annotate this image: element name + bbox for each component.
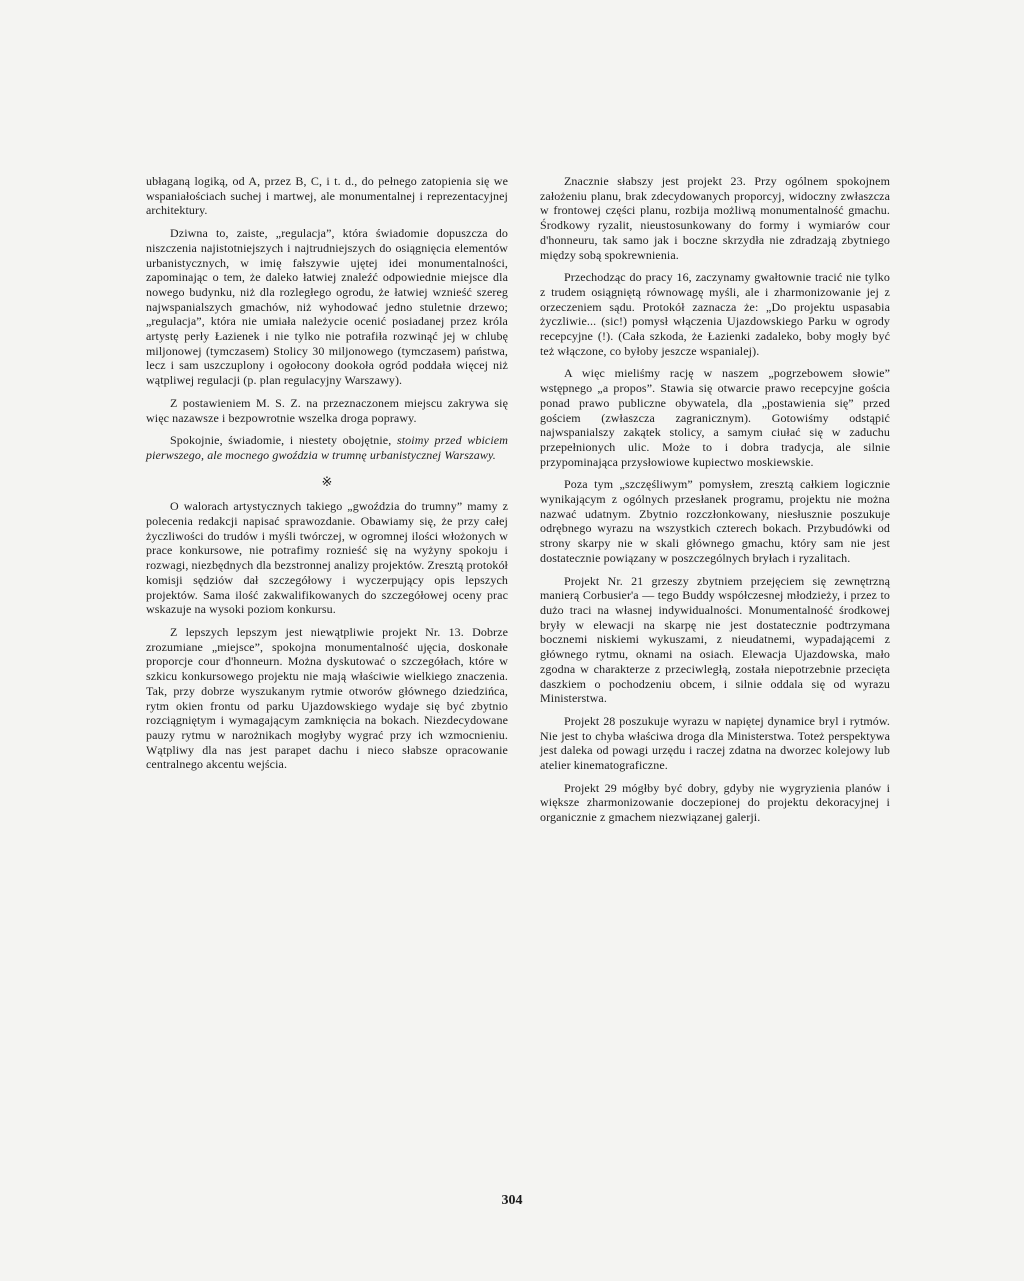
paragraph: O walorach artystycznych takiego „gwoździa do trumny” mamy z polecenia redakcji napisać sprawozdanie. Obawiamy się, że przy całej życzliwości do trudów i myśli twórczej, w ogromnej ilości włożonych w prace konkursowe, nie potrafimy roznieść się na wyżyny spokoju i rozwagi, niezbędnych dla bezstronnej analizy projektów. Zresztą protokół komisji sędziów dał szczegółowy i wyczerpujący opis lepszych projektów. Sama ilość zakwalifikowanych do szczegółowej oceny prac wskazuje na wysoki poziom konkursu. — [146, 499, 508, 617]
paragraph: Poza tym „szczęśliwym” pomysłem, zresztą całkiem logicznie wynikającym z ogólnych przesłanek programu, projektu nie można nazwać udatnym. Zbytnio rozczłonkowany, niesłusznie poszukuje odrębnego wyrazu na wszystkich czterech bokach. Przybudówki od strony skarpy nie w skali głównego gmachu, który sam nie jest dostatecznie powiązany w poszczególnych bryłach i ryzalitach. — [540, 477, 890, 565]
paragraph: Projekt Nr. 21 grzeszy zbytniem przejęciem się zewnętrzną manierą Corbusier'a — tego Buddy współczesnej młodzieży, i przez to dużo traci na własnej indywidualności. Monumentalność środkowej bryły w elewacji na skarpę nie jest dostatecznie podtrzymana bocznemi niskiemi wykuszami, z nieudatnemi, wypadającemi z głównego rytmu, oknami na osiach. Elewacja Ujazdowska, mało zgodna w charakterze z przeciwległą, została niepotrzebnie przecięta daszkiem o pochodzeniu obcem, i silnie oddala się od wyrazu Ministerstwa. — [540, 573, 890, 706]
paragraph: Z lepszych lepszym jest niewątpliwie projekt Nr. 13. Dobrze zrozumiane „miejsce”, spokojna monumentalność ujęcia, doskonałe proporcje cour d'honneurn. Można dyskutować o szczegółach, które w szkicu konkursowego projektu nie mają właściwie wielkiego znaczenia. Tak, przy dobrze wyszukanym rytmie otworów głównego dziedzińca, rytm okien frontu od parku Ujazdowskiego wydaje się być zbytnio rozciągniętym i wymagającym zamknięcia na bokach. Niezdecydowane pauzy rytmu w narożnikach mogłyby wygrać przy ich wzmocnieniu. Wątpliwy dla nas jest parapet dachu i nieco słabsze opracowanie centralnego akcentu wejścia. — [146, 624, 508, 772]
italic-emphasis: stoimy przed wbiciem pierwszego, ale mocnego gwoździa w trumnę urbanistycznej Warszawy. — [146, 433, 508, 462]
paragraph: Znacznie słabszy jest projekt 23. Przy ogólnem spokojnem założeniu planu, brak zdecydowanych proporcyj, widoczny zwłaszcza w frontowej części planu, rozbija możliwą monumentalność gmachu. Środkowy ryzalit, nieustosunkowany do formy i wymiarów cour d'honneuru, tak samo jak i boczne skrzydła nie zdradzają zbytniego między sobą spokrewnienia. — [540, 174, 890, 262]
paragraph: Projekt 28 poszukuje wyrazu w napiętej dynamice bryl i rytmów. Nie jest to chyba właściwa droga dla Ministerstwa. Toteż perspektywa jest daleka od powagi urzędu i raczej zdatna na dworzec kolejowy lub atelier kinematograficzne. — [540, 713, 890, 773]
paragraph — [146, 433, 508, 462]
page-number: 304 — [501, 1193, 523, 1208]
paragraph: Przechodząc do pracy 16, zaczynamy gwałtownie tracić nie tylko z trudem osiągniętą równowagę myśli, ale i zharmonizowanie jej z orzeczeniem sądu. Protokół zaznacza że: „Do projektu uspasabia życzliwie... (sic!) pomysł włączenia Ujazdowskiego Parku w ogrody recepcyjne (!). (Cała szkoda, że Łazienki zadaleko, boby mogły być też włączone, co byłoby jeszcze wspanialej). — [540, 270, 890, 358]
paragraph: A więc mieliśmy rację w naszem „pogrzebowem słowie” wstępnego „a propos”. Stawia się otwarcie prawo recepcyjne gościa ponad prawo publiczne obywatela, dla „postawienia się” przed gościem (zwłaszcza zagranicznym). Gotowiśmy odstąpić najwspanialszy zakątek stolicy, a samym ciułać się w zaduchu przepełnionych ulic. Może to i dobra tradycja, ale silnie przypominająca przysłowiowe kupiectwo moskiewskie. — [540, 366, 890, 469]
right-text-column — [540, 174, 890, 833]
paragraph: Dziwna to, zaiste, „regulacja”, która świadomie dopuszcza do niszczenia najistotniejszych i najtrudniejszych do osiągnięcia elementów urbanistycznych, w imię fałszywie ujętej idei monumentalności, zapominając o tem, że daleko łatwiej znaleźć odpowiednie miejsce dla nowego budynku, niż dla rozległego ogrodu, że łatwiej wznieść szereg najwspanialszych gmachów, niż wyhodować jedno stuletnie drzewo; „regulacja”, która nie umiała należycie ocenić posiadanej przez króla artystę perły Łazienek i nie tylko nie potrafiła rozwinąć jej w chlubę miljonowej (tymczasem) Stolicy 30 miljonowego (tymczasem) państwa, lecz i sam uszczuplony i ogołocony dookoła ogród poddała więcej niż wątpliwej regulacji (p. plan regulacyjny Warszawy). — [146, 226, 508, 388]
paragraph: ubłaganą logiką, od A, przez B, C, i t. d., do pełnego zatopienia się we wspaniałościach suchej i martwej, ale monumentalnej i reprezentacyjnej architektury. — [146, 174, 508, 218]
paragraph: Z postawieniem M. S. Z. na przeznaczonem miejscu zakrywa się więc nazawsze i bezpowrotnie wszelka droga poprawy. — [146, 395, 508, 425]
paragraph: Projekt 29 mógłby być dobry, gdyby nie wygryzienia planów i większe zharmonizowanie doczepionej do projektu dekoracyjnej i organicznie z gmachem niezwiązanej galerji. — [540, 780, 890, 825]
paragraph-text: Spokojnie, świadomie, i niestety obojętnie, — [170, 433, 392, 448]
left-text-column — [146, 174, 508, 780]
section-separator: ※ — [321, 473, 333, 489]
